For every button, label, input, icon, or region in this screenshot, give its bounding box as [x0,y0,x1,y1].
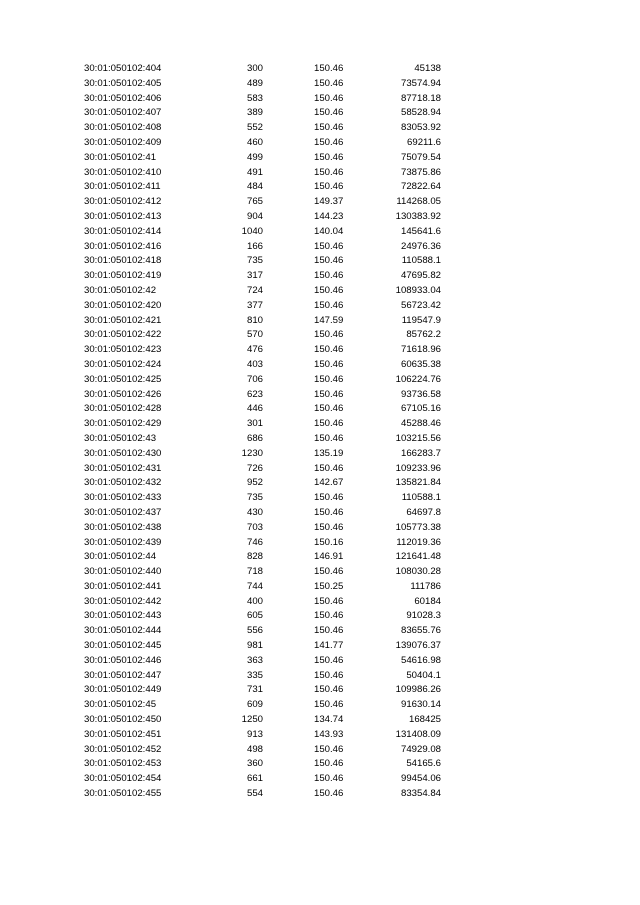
amount-cell: 83354.84 [400,788,441,800]
rate-cell: 150.46 [314,758,344,770]
amount-cell: 45138 [414,63,441,74]
rate-cell: 150.46 [314,669,344,681]
table-row [84,417,444,432]
area-cell: 609 [246,699,263,711]
table-row [84,624,444,639]
table-row [84,373,444,388]
cadastral-number-cell: 30:01:050102:408 [84,122,162,134]
cadastral-number-cell: 30:01:050102:453 [84,758,162,770]
area-cell: 605 [246,610,263,622]
area-cell: 363 [246,654,263,666]
table-row [84,121,444,136]
table-row [84,683,444,698]
cadastral-number-cell: 30:01:050102:441 [84,580,162,592]
amount-cell: 114268.05 [396,196,441,208]
cadastral-number-cell: 30:01:050102:407 [84,107,162,119]
table-row [84,77,444,92]
area-cell: 746 [246,536,263,548]
rate-cell: 150.46 [314,107,344,119]
amount-cell: 60635.38 [400,358,441,370]
table-row [84,402,444,417]
amount-cell: 64697.8 [406,506,441,518]
table-row [84,536,444,551]
rate-cell: 150.46 [314,492,344,504]
amount-cell: 69211.6 [407,136,441,148]
area-cell: 913 [246,728,263,740]
area-cell: 735 [246,255,263,267]
rate-cell: 150.46 [314,122,344,134]
amount-cell: 54616.98 [400,654,441,666]
area-cell: 735 [246,492,263,504]
table-row [84,210,444,225]
cadastral-number-cell: 30:01:050102:450 [84,714,162,726]
area-cell: 661 [246,773,263,785]
cadastral-number-cell: 30:01:050102:445 [84,640,162,652]
amount-cell: 111786 [410,580,441,592]
table-row [84,713,444,728]
table-row [84,521,444,536]
area-cell: 706 [246,373,263,385]
amount-cell: 85762.2 [406,329,441,341]
area-cell: 360 [246,758,263,770]
area-cell: 686 [246,432,263,444]
table-row [84,639,444,654]
rate-cell: 150.46 [314,255,344,267]
area-cell: 335 [246,669,263,681]
amount-cell: 93736.58 [400,388,441,400]
cadastral-number-cell: 30:01:050102:431 [84,462,162,474]
rate-cell: 150.46 [314,743,344,755]
area-cell: 498 [246,743,263,755]
table-row [84,136,444,151]
area-cell: 166 [246,240,263,252]
area-cell: 499 [246,151,263,163]
rate-cell: 150.46 [314,388,344,400]
amount-cell: 130383.92 [395,210,441,222]
cadastral-number-cell: 30:01:050102:406 [84,92,162,104]
rate-cell: 142.67 [314,477,344,489]
amount-cell: 74929.08 [400,743,441,755]
amount-cell: 139076.37 [395,640,441,652]
cadastral-number-cell: 30:01:050102:449 [84,684,162,696]
area-cell: 744 [246,580,263,592]
table-row [84,106,444,121]
table-row [84,62,444,77]
table-row [84,180,444,195]
table-row [84,284,444,299]
amount-cell: 60184 [414,595,441,607]
rate-cell: 150.46 [314,654,344,666]
amount-cell: 45288.46 [400,418,441,430]
area-cell: 460 [246,136,263,148]
cadastral-number-cell: 30:01:050102:410 [84,166,162,178]
table-row [84,151,444,166]
data-table [84,62,444,802]
cadastral-number-cell: 30:01:050102:452 [84,743,162,755]
cadastral-number-cell: 30:01:050102:43 [84,432,157,444]
amount-cell: 131408.09 [395,728,441,740]
cadastral-number-cell: 30:01:050102:442 [84,595,162,607]
rate-cell: 150.46 [314,240,344,252]
cadastral-number-cell: 30:01:050102:424 [84,358,162,370]
rate-cell: 134.74 [314,714,344,726]
amount-cell: 108030.28 [395,566,441,578]
area-cell: 1230 [241,447,263,459]
amount-cell: 108933.04 [395,284,441,296]
cadastral-number-cell: 30:01:050102:413 [84,210,162,222]
area-cell: 489 [246,77,263,89]
cadastral-number-cell: 30:01:050102:422 [84,329,162,341]
table-row [84,343,444,358]
table-row [84,787,444,802]
area-cell: 554 [246,788,263,800]
area-cell: 377 [246,299,263,311]
amount-cell: 106224.76 [395,373,441,385]
table-row [84,654,444,669]
cadastral-number-cell: 30:01:050102:443 [84,610,162,622]
rate-cell: 150.16 [314,536,344,548]
area-cell: 724 [246,284,263,296]
cadastral-number-cell: 30:01:050102:439 [84,536,162,548]
cadastral-number-cell: 30:01:050102:411 [84,181,161,193]
area-cell: 703 [246,521,263,533]
area-cell: 731 [246,684,263,696]
rate-cell: 150.46 [314,699,344,711]
cadastral-number-cell: 30:01:050102:421 [84,314,162,326]
cadastral-number-cell: 30:01:050102:409 [84,136,162,148]
rate-cell: 150.46 [314,299,344,311]
area-cell: 476 [246,344,263,356]
cadastral-number-cell: 30:01:050102:42 [84,284,157,296]
amount-cell: 112019.36 [396,536,441,548]
area-cell: 904 [246,210,263,222]
table-row [84,195,444,210]
rate-cell: 150.46 [314,773,344,785]
amount-cell: 72822.64 [400,181,441,193]
area-cell: 952 [246,477,263,489]
area-cell: 446 [246,403,263,415]
table-row [84,314,444,329]
amount-cell: 109986.26 [395,684,441,696]
table-row [84,476,444,491]
rate-cell: 141.77 [314,640,344,652]
amount-cell: 166283.7 [400,447,441,459]
table-row [84,358,444,373]
rate-cell: 147.59 [314,314,344,326]
cadastral-number-cell: 30:01:050102:418 [84,255,162,267]
rate-cell: 150.46 [314,788,344,800]
rate-cell: 150.46 [314,151,344,163]
rate-cell: 135.19 [314,447,344,459]
table-row [84,757,444,772]
rate-cell: 150.46 [314,77,344,89]
rate-cell: 146.91 [314,551,344,563]
cadastral-number-cell: 30:01:050102:440 [84,566,162,578]
rate-cell: 140.04 [314,225,344,237]
amount-cell: 47695.82 [400,270,441,282]
amount-cell: 83655.76 [400,625,441,637]
table-row [84,240,444,255]
cadastral-number-cell: 30:01:050102:429 [84,418,162,430]
table-row [84,462,444,477]
area-cell: 1250 [241,714,263,726]
table-row [84,698,444,713]
table-row [84,595,444,610]
cadastral-number-cell: 30:01:050102:420 [84,299,162,311]
cadastral-number-cell: 30:01:050102:444 [84,625,162,637]
cadastral-number-cell: 30:01:050102:447 [84,669,162,681]
rate-cell: 150.46 [314,136,344,148]
area-cell: 491 [246,166,263,178]
cadastral-number-cell: 30:01:050102:437 [84,506,162,518]
cadastral-number-cell: 30:01:050102:425 [84,373,162,385]
area-cell: 828 [246,551,263,563]
rate-cell: 150.46 [314,181,344,193]
cadastral-number-cell: 30:01:050102:451 [84,728,162,740]
table-row [84,447,444,462]
cadastral-number-cell: 30:01:050102:433 [84,492,162,504]
cadastral-number-cell: 30:01:050102:416 [84,240,162,252]
rate-cell: 150.25 [314,580,344,592]
amount-cell: 135821.84 [395,477,441,489]
area-cell: 765 [246,196,263,208]
area-cell: 718 [246,566,263,578]
table-row [84,580,444,595]
cadastral-number-cell: 30:01:050102:430 [84,447,162,459]
rate-cell: 150.46 [314,625,344,637]
table-row [84,669,444,684]
amount-cell: 109233.96 [395,462,441,474]
area-cell: 570 [246,329,263,341]
area-cell: 301 [246,418,263,430]
area-cell: 726 [246,462,263,474]
table-row [84,388,444,403]
table-row [84,491,444,506]
rate-cell: 150.46 [314,284,344,296]
area-cell: 556 [246,625,263,637]
table-row [84,299,444,314]
cadastral-number-cell: 30:01:050102:404 [84,63,162,74]
area-cell: 317 [246,270,263,282]
area-cell: 552 [246,122,263,134]
rate-cell: 150.46 [314,506,344,518]
amount-cell: 119547.9 [401,314,441,326]
amount-cell: 54165.6 [406,758,441,770]
table-row [84,565,444,580]
area-cell: 981 [246,640,263,652]
rate-cell: 150.46 [314,521,344,533]
amount-cell: 103215.56 [395,432,441,444]
area-cell: 1040 [241,225,263,237]
amount-cell: 67105.16 [400,403,441,415]
table-row [84,225,444,240]
area-cell: 583 [246,92,263,104]
area-cell: 484 [246,181,263,193]
cadastral-number-cell: 30:01:050102:405 [84,77,162,89]
cadastral-number-cell: 30:01:050102:432 [84,477,162,489]
table-row [84,432,444,447]
cadastral-number-cell: 30:01:050102:438 [84,521,162,533]
area-cell: 403 [246,358,263,370]
amount-cell: 121641.48 [395,551,441,563]
rate-cell: 143.93 [314,728,344,740]
cadastral-number-cell: 30:01:050102:428 [84,403,162,415]
rate-cell: 150.46 [314,595,344,607]
rate-cell: 150.46 [314,63,344,74]
rate-cell: 150.46 [314,403,344,415]
table-row [84,609,444,624]
area-cell: 300 [246,63,263,74]
rate-cell: 150.46 [314,344,344,356]
amount-cell: 99454.06 [400,773,441,785]
amount-cell: 73574.94 [400,77,441,89]
amount-cell: 91028.3 [406,610,441,622]
cadastral-number-cell: 30:01:050102:454 [84,773,162,785]
area-cell: 623 [246,388,263,400]
rate-cell: 150.46 [314,418,344,430]
cadastral-number-cell: 30:01:050102:423 [84,344,162,356]
amount-cell: 110588.1 [401,255,441,267]
rate-cell: 150.46 [314,684,344,696]
table-row [84,166,444,181]
cadastral-number-cell: 30:01:050102:44 [84,551,157,563]
rate-cell: 150.46 [314,166,344,178]
rate-cell: 150.46 [314,566,344,578]
rate-cell: 149.37 [314,196,344,208]
cadastral-number-cell: 30:01:050102:41 [84,151,157,163]
cadastral-number-cell: 30:01:050102:412 [84,196,162,208]
area-cell: 389 [246,107,263,119]
amount-cell: 145641.6 [400,225,441,237]
rate-cell: 150.46 [314,610,344,622]
cadastral-number-cell: 30:01:050102:455 [84,788,162,800]
amount-cell: 91630.14 [400,699,441,711]
rate-cell: 150.46 [314,270,344,282]
cadastral-number-cell: 30:01:050102:419 [84,270,162,282]
area-cell: 400 [246,595,263,607]
amount-cell: 56723.42 [400,299,441,311]
amount-cell: 71618.96 [400,344,441,356]
amount-cell: 58528.94 [400,107,441,119]
table-row [84,743,444,758]
rate-cell: 144.23 [314,210,344,222]
table-row [84,254,444,269]
cadastral-number-cell: 30:01:050102:446 [84,654,162,666]
cadastral-number-cell: 30:01:050102:45 [84,699,157,711]
amount-cell: 87718.18 [400,92,441,104]
rate-cell: 150.46 [314,462,344,474]
amount-cell: 105773.38 [395,521,441,533]
amount-cell: 73875.86 [400,166,441,178]
table-row [84,328,444,343]
cadastral-number-cell: 30:01:050102:426 [84,388,162,400]
amount-cell: 110588.1 [401,492,441,504]
amount-cell: 75079.54 [400,151,441,163]
table-row [84,550,444,565]
amount-cell: 24976.36 [400,240,441,252]
amount-cell: 168425 [408,714,441,726]
rate-cell: 150.46 [314,92,344,104]
area-cell: 810 [246,314,263,326]
table-row [84,506,444,521]
amount-cell: 83053.92 [400,122,441,134]
cadastral-number-cell: 30:01:050102:414 [84,225,162,237]
rate-cell: 150.46 [314,432,344,444]
table-row [84,772,444,787]
table-row [84,728,444,743]
table-row [84,92,444,107]
rate-cell: 150.46 [314,358,344,370]
rate-cell: 150.46 [314,329,344,341]
table-row [84,269,444,284]
amount-cell: 50404.1 [406,669,441,681]
area-cell: 430 [246,506,263,518]
rate-cell: 150.46 [314,373,344,385]
